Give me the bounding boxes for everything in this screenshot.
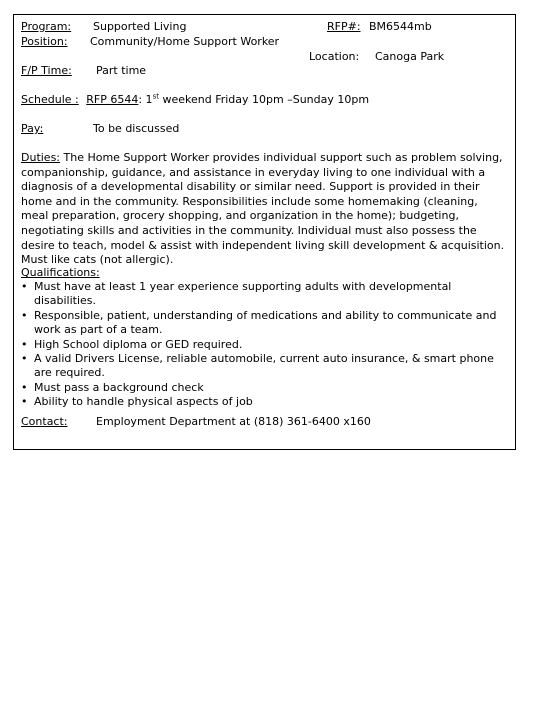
bullet-icon: • — [21, 352, 28, 366]
list-item: • Responsible, patient, understanding of medications and ability to communicate and work as part of a team. — [21, 308, 497, 337]
bullet-icon: • — [21, 308, 28, 322]
ft-pt-label: F/P Time: — [21, 64, 72, 77]
bullet-icon: • — [21, 280, 28, 293]
rfp-label: RFP#: — [327, 20, 361, 33]
qualifications-label: Qualifications: — [21, 266, 100, 279]
bullet-icon: • — [21, 380, 28, 394]
list-item: • A valid Drivers License, reliable automobile, current auto insurance, & smart phone are required. — [21, 352, 494, 380]
schedule-rfp-ref: RFP 6544 — [86, 93, 139, 106]
pay-label: Pay: — [21, 122, 44, 135]
schedule-line — [21, 93, 369, 107]
duties-paragraph — [21, 151, 507, 268]
list-item: • High School diploma or GED required. — [21, 337, 243, 351]
pay-value: To be discussed — [93, 122, 180, 135]
schedule-label: Schedule : — [21, 93, 79, 106]
contact-label: Contact: — [21, 415, 68, 428]
location-value: Canoga Park — [375, 50, 445, 63]
program-label: Program: — [21, 20, 72, 33]
location-label: Location: — [309, 50, 360, 63]
schedule-number: : 1 — [138, 93, 153, 106]
schedule-rest: weekend Friday 10pm –Sunday 10pm — [158, 93, 370, 106]
list-item: • Ability to handle physical aspects of job — [21, 395, 253, 409]
program-value: Supported Living — [93, 20, 187, 33]
bullet-icon: • — [21, 395, 28, 409]
duties-text: The Home Support Worker provides individual support such as problem solving, companionship, guidance, and assistance in everyday living to one individual with a diagnosis of a developmental disability or similar need. Support is provided in their home and in the community. Responsibilities include some homemaking (cleaning, meal preparation, grocery shopping, and organization in the home); budgeting, negotiating skills and activities in the community. Individual must also possess the desire to teach, model & assist with independent living skill development & acquisition. Must like cats (not allergic). — [21, 151, 505, 267]
bullet-icon: • — [21, 337, 28, 351]
duties-label: Duties: — [21, 151, 61, 164]
contact-value: Employment Department at (818) 361-6400 x160 — [96, 415, 371, 428]
rfp-value: BM6544mb — [369, 20, 432, 33]
position-value: Community/Home Support Worker — [90, 35, 280, 48]
schedule-ordinal: st — [152, 92, 159, 101]
ft-pt-value: Part time — [96, 64, 147, 77]
qualifications-list — [21, 280, 507, 410]
list-item: • Must have at least 1 year experience supporting adults with developmental disabilities. — [21, 280, 452, 308]
position-label: Position: — [21, 35, 68, 48]
list-item: • Must pass a background check — [21, 380, 204, 394]
